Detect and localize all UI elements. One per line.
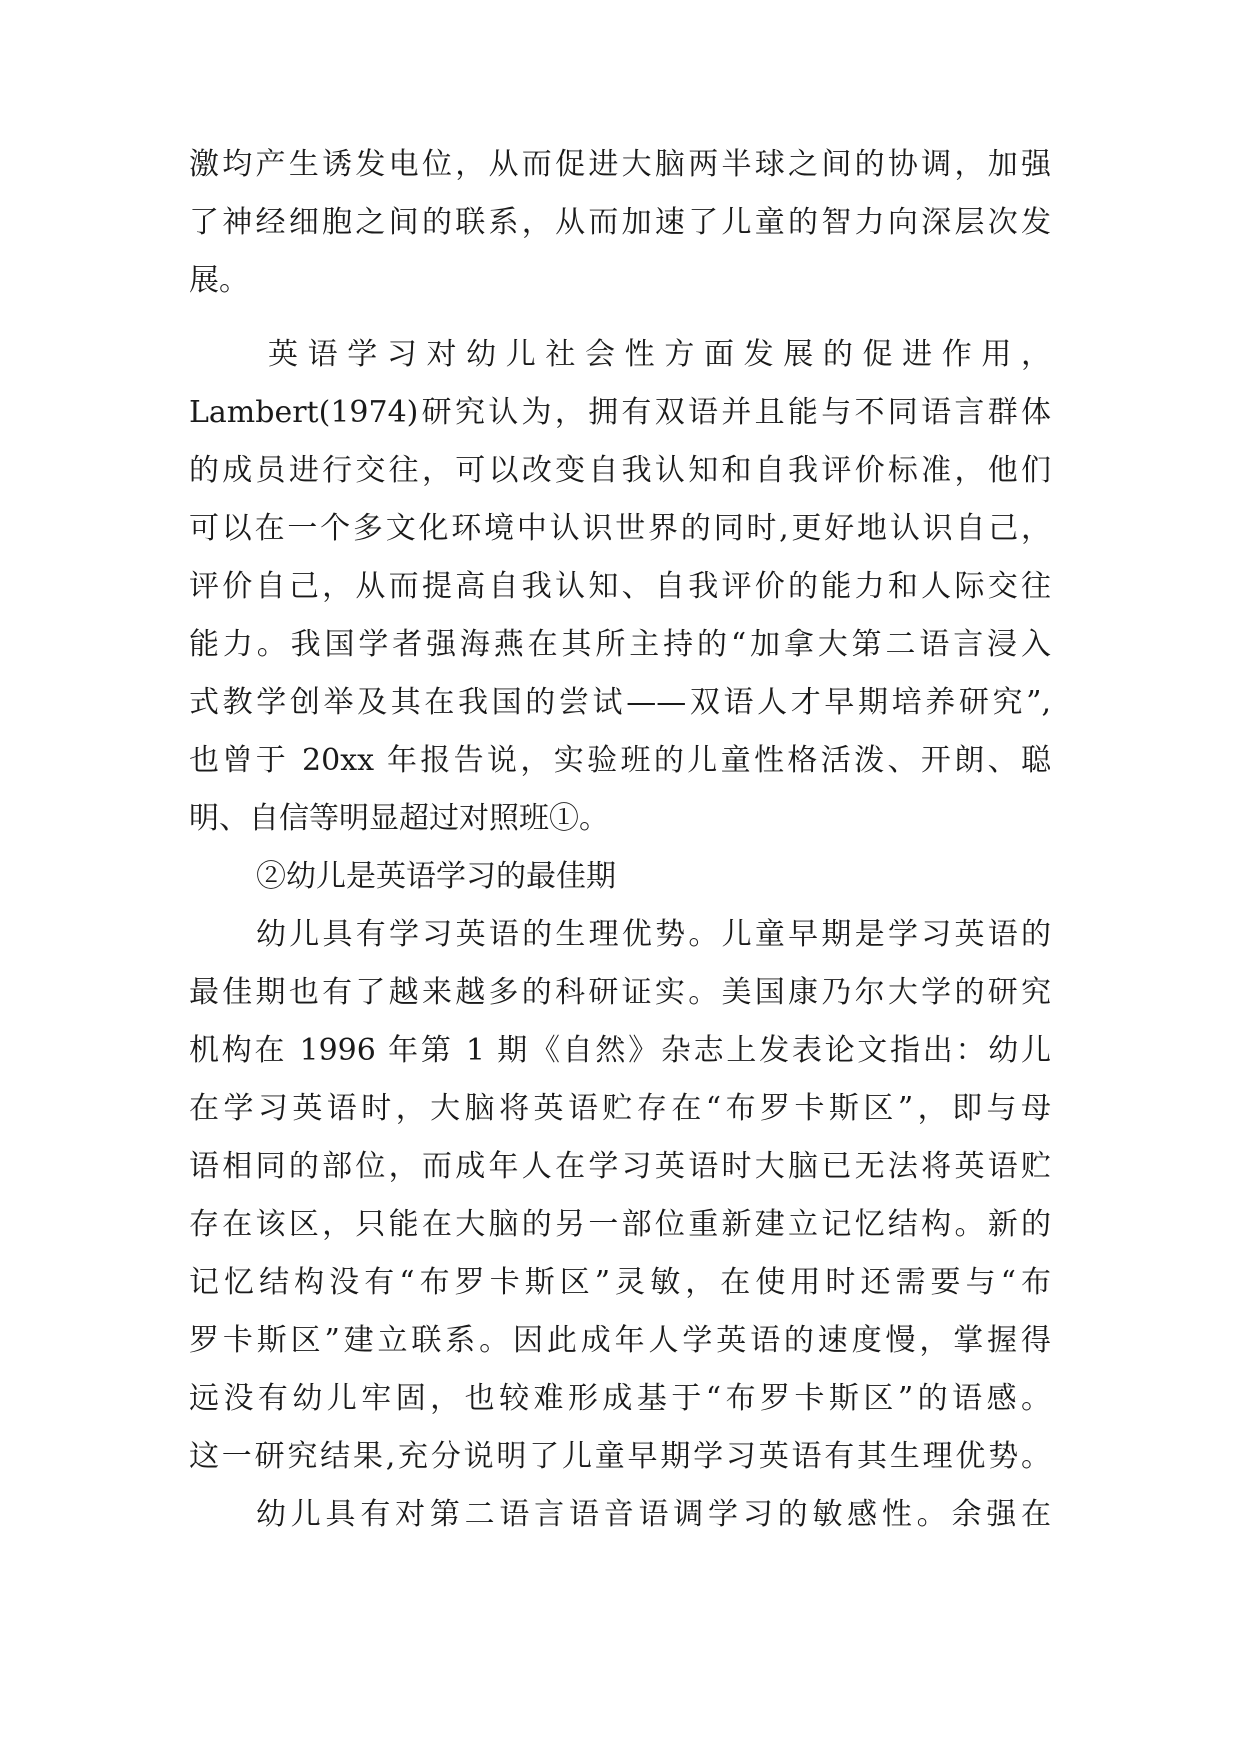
text-line-6: 的成员进行交往，可以改变自我认知和自我评价标准，他们: [189, 453, 1051, 488]
text-line-19: 存在该区，只能在大脑的另一部位重新建立记忆结构。新的: [189, 1207, 1051, 1242]
text-line-23: 这一研究结果,充分说明了儿童早期学习英语有其生理优势。: [189, 1439, 1051, 1474]
text-line-2: 了神经细胞之间的联系，从而加速了儿童的智力向深层次发: [189, 205, 1051, 240]
text-line-15: 最佳期也有了越来越多的科研证实。美国康乃尔大学的研究: [189, 975, 1051, 1010]
text-line-14: 幼儿具有学习英语的生理优势。儿童早期是学习英语的: [256, 917, 1051, 952]
text-line-11: 也曾于 20xx 年报告说，实验班的儿童性格活泼、开朗、聪: [189, 743, 1051, 778]
text-line-9: 能力。我国学者强海燕在其所主持的“加拿大第二语言浸入: [189, 627, 1051, 662]
text-line-21: 罗卡斯区”建立联系。因此成年人学英语的速度慢，掌握得: [189, 1323, 1051, 1358]
text-line-12: 明、自信等明显超过对照班①。: [189, 801, 609, 836]
text-line-22: 远没有幼儿牢固，也较难形成基于“布罗卡斯区”的语感。: [189, 1381, 1051, 1416]
text-line-18: 语相同的部位，而成年人在学习英语时大脑已无法将英语贮: [189, 1149, 1051, 1184]
text-line-8: 评价自己，从而提高自我认知、自我评价的能力和人际交往: [189, 569, 1051, 604]
text-line-7: 可以在一个多文化环境中认识世界的同时,更好地认识自己，: [189, 511, 1051, 546]
section-heading: ②幼儿是英语学习的最佳期: [256, 859, 616, 894]
text-line-17: 在学习英语时，大脑将英语贮存在“布罗卡斯区”，即与母: [189, 1091, 1051, 1126]
text-line-10: 式教学创举及其在我国的尝试——双语人才早期培养研究”,: [189, 685, 1051, 720]
text-line-5: Lambert(1974)研究认为，拥有双语并且能与不同语言群体: [189, 395, 1051, 430]
text-line-24: 幼儿具有对第二语言语音语调学习的敏感性。余强在: [256, 1497, 1051, 1532]
text-line-4: 英语学习对幼儿社会性方面发展的促进作用，: [268, 337, 1051, 372]
text-line-16: 机构在 1996 年第 1 期《自然》杂志上发表论文指出：幼儿: [189, 1033, 1051, 1068]
text-line-3: 展。: [189, 263, 249, 298]
text-line-1: 激均产生诱发电位，从而促进大脑两半球之间的协调，加强: [189, 147, 1051, 182]
text-line-20: 记忆结构没有“布罗卡斯区”灵敏，在使用时还需要与“布: [189, 1265, 1051, 1300]
